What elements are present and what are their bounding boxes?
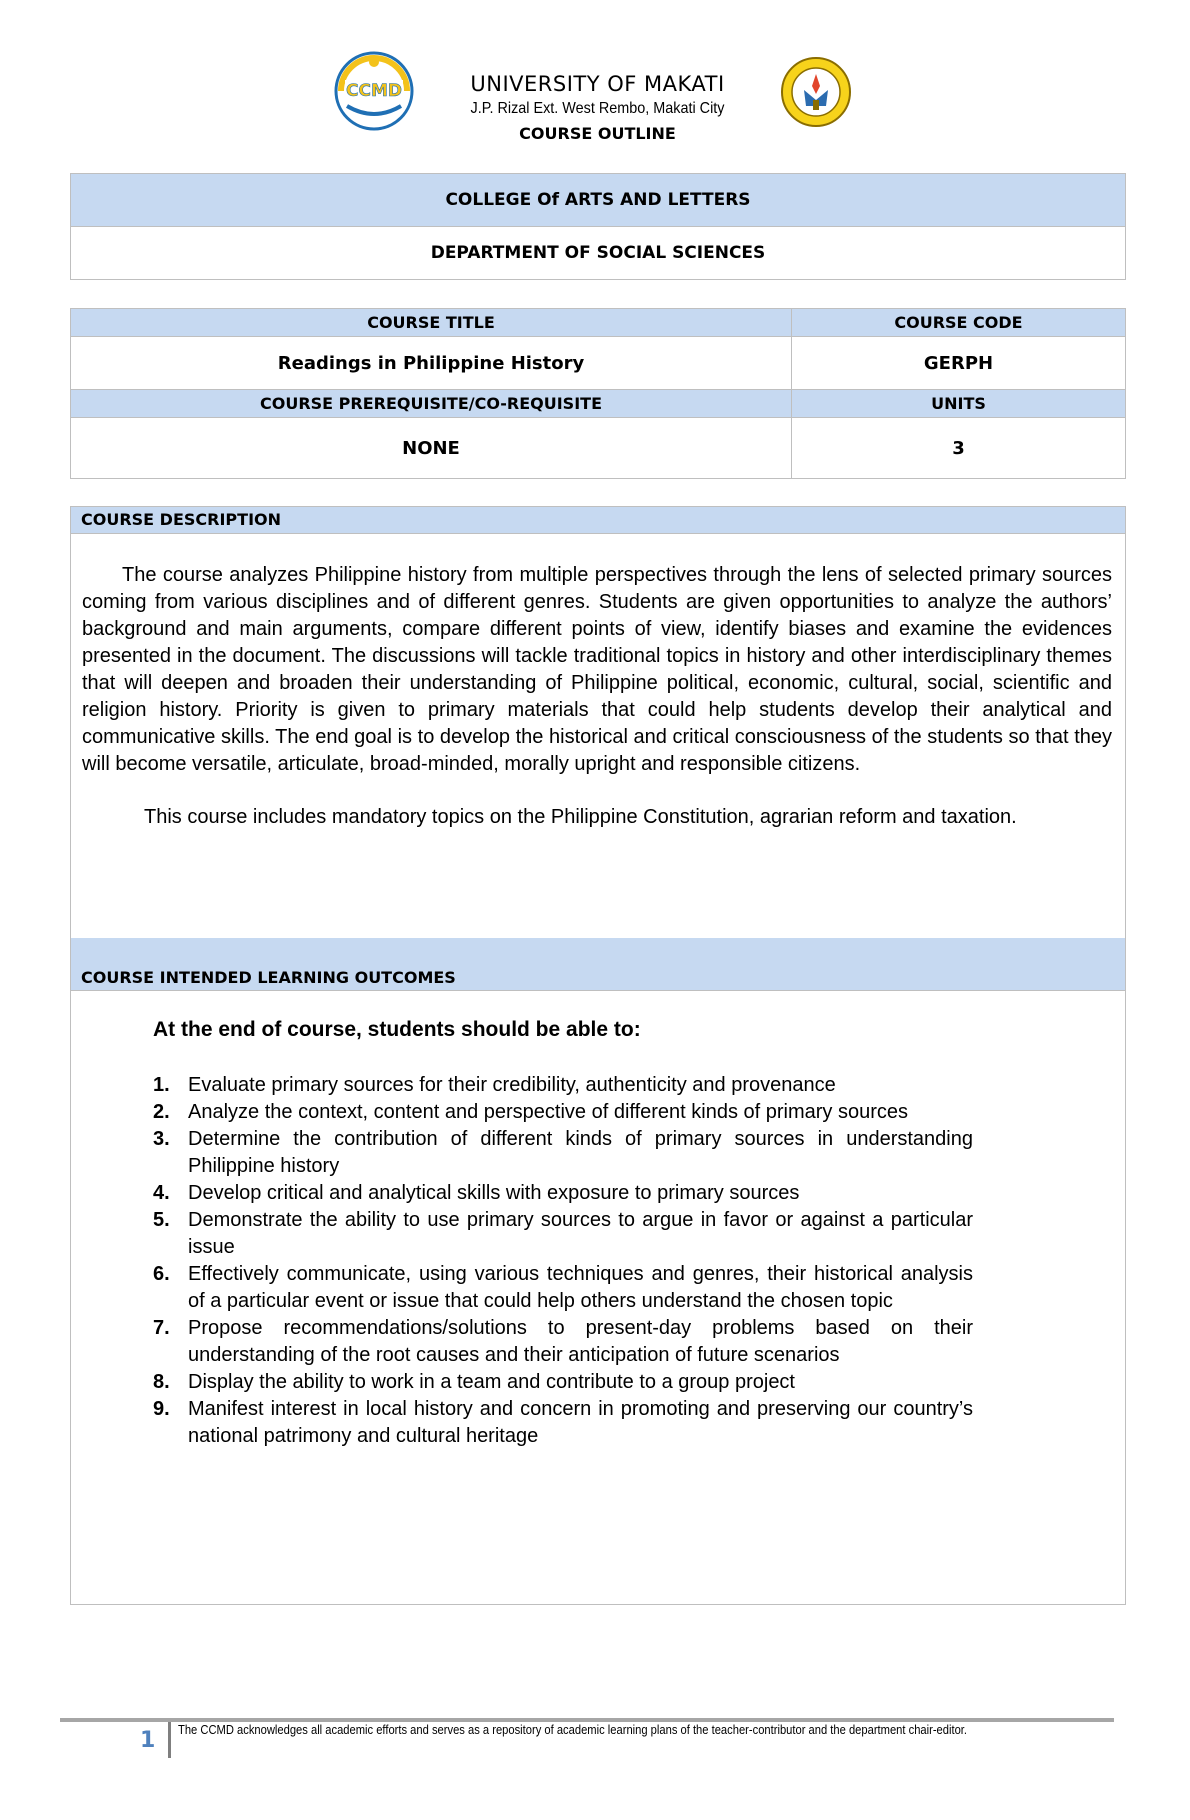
svg-text:CCMD: CCMD (346, 81, 402, 101)
outcome-item: 4. Develop critical and analytical skills with exposure to primary sources (153, 1182, 800, 1204)
learning-outcomes-intro: At the end of course, students should be able to: (153, 1018, 641, 1041)
outcome-item: 5. Demonstrate the ability to use primary sources to argue in favor or against a particular issue (153, 1209, 973, 1258)
learning-outcomes-section (70, 938, 1126, 1605)
college-name: COLLEGE Of ARTS AND LETTERS (71, 174, 1126, 227)
learning-outcomes-heading: COURSE INTENDED LEARNING OUTCOMES (71, 938, 1125, 991)
course-title: Readings in Philippine History (71, 337, 792, 390)
footer-vertical-divider (168, 1722, 171, 1758)
prerequisite-label: COURSE PREREQUISITE/CO-REQUISITE (71, 390, 792, 418)
university-name: UNIVERSITY OF MAKATI (470, 72, 725, 96)
footer-text: The CCMD acknowledges all academic efforts and serves as a repository of academic learning plans of the teacher-contributor and the department chair-editor. (178, 1722, 968, 1737)
outcome-item: 8. Display the ability to work in a team and contribute to a group project (153, 1371, 795, 1393)
course-description-section (70, 506, 1126, 940)
department-name: DEPARTMENT OF SOCIAL SCIENCES (71, 227, 1126, 280)
university-seal (780, 56, 852, 128)
description-paragraph: This course includes mandatory topics on the Philippine Constitution, agrarian reform and taxation. (144, 806, 1017, 828)
ccmd-logo (333, 50, 415, 132)
outcome-item: 9. Manifest interest in local history and concern in promoting and preserving our country’s national patrimony and cultural heritage (153, 1398, 973, 1447)
outcome-item: 7. Propose recommendations/solutions to present-day problems based on their understanding of the root causes and their anticipation of future scenarios (153, 1317, 973, 1366)
outcome-item: 3. Determine the contribution of different kinds of primary sources in understanding Philippine history (153, 1128, 973, 1177)
outcome-item: 2. Analyze the context, content and perspective of different kinds of primary sources (153, 1101, 909, 1123)
course-code-label: COURSE CODE (792, 309, 1126, 337)
prerequisite-value: NONE (71, 418, 792, 479)
course-code: GERPH (792, 337, 1126, 390)
course-title-label: COURSE TITLE (71, 309, 792, 337)
description-paragraph: The course analyzes Philippine history from multiple perspectives through the lens of selected primary sources coming from various disciplines and of different genres. Students are given opportunities to analyze the authors’ background and main arguments, compare different points of view, identify biases and examine the evidences presented in the document. The discussions will tackle traditional topics in history and other interdisciplinary themes that will deepen and broaden their understanding of Philippine political, economic, cultural, social, scientific and religion history. Priority is given to primary materials that could help students develop their analytical and communicative skills. The end goal is to develop the historical and critical consciousness of the students so that they will become versatile, articulate, broad-minded, morally upright and responsible citizens. (82, 564, 1112, 775)
document-header (0, 48, 1190, 158)
college-department-table (70, 173, 1126, 280)
university-address: J.P. Rizal Ext. West Rembo, Makati City (470, 100, 725, 117)
course-description-body (71, 534, 1125, 831)
units-label: UNITS (792, 390, 1126, 418)
units-value: 3 (792, 418, 1126, 479)
learning-outcomes-list (153, 1072, 973, 1450)
outcome-item: 1. Evaluate primary sources for their credibility, authenticity and provenance (153, 1074, 836, 1096)
page-number: 1 (140, 1728, 156, 1753)
outcome-item: 6. Effectively communicate, using various techniques and genres, their historical analysis of a particular event or issue that could help others understand the chosen topic (153, 1263, 973, 1312)
course-description-heading: COURSE DESCRIPTION (71, 507, 1125, 534)
document-type: COURSE OUTLINE (519, 124, 676, 143)
course-info-table (70, 308, 1126, 479)
